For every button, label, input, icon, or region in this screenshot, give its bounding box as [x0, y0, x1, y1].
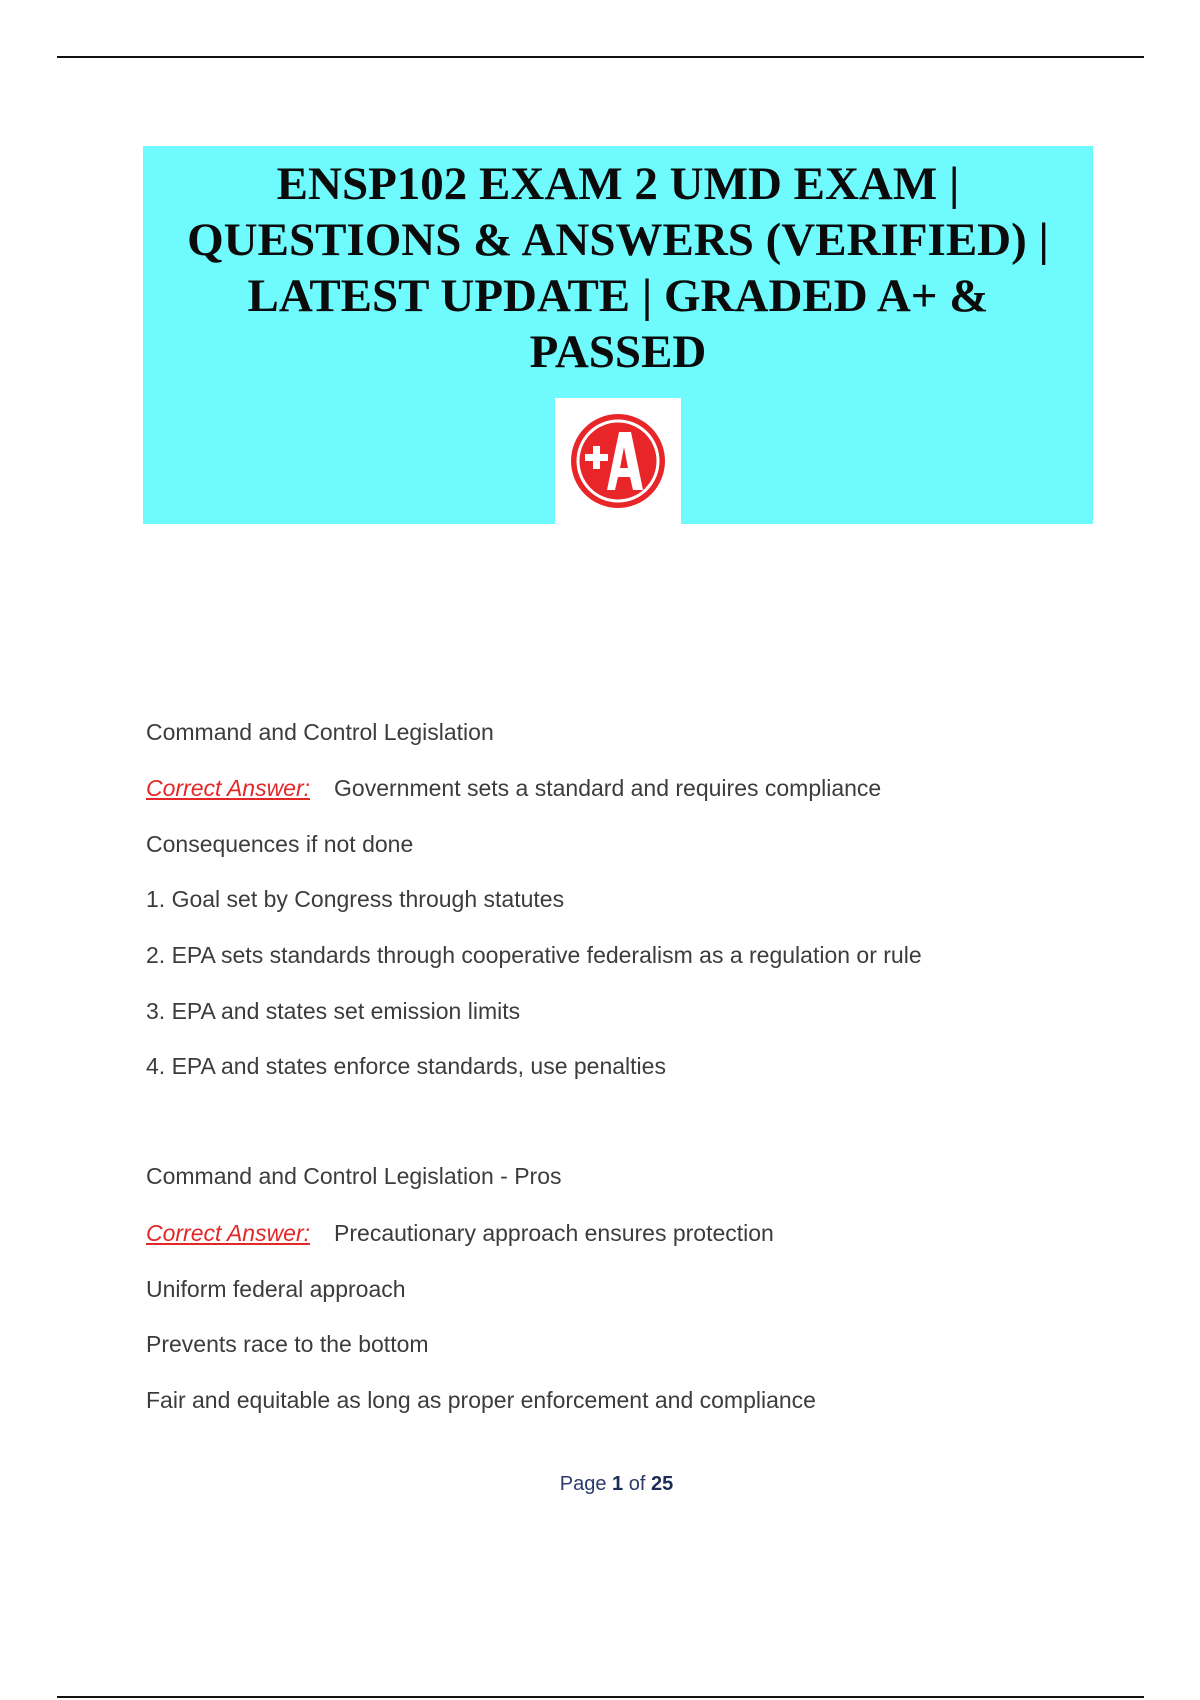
total-pages: 25 [650, 1473, 674, 1495]
answer-row [146, 773, 881, 803]
correct-answer-label: Correct Answer: [146, 775, 311, 801]
current-page: 1 [612, 1473, 624, 1495]
title-banner [143, 146, 1093, 524]
answer-line: Uniform federal approach [146, 1276, 406, 1302]
bottom-rule [57, 1696, 1144, 1698]
answer-line: Prevents race to the bottom [146, 1331, 429, 1357]
answer-row [146, 1218, 774, 1248]
answer-line: 2. EPA sets standards through cooperative federalism as a regulation or rule [146, 942, 922, 968]
question-heading: Command and Control Legislation - Pros [146, 1163, 562, 1189]
document-title [143, 156, 1093, 380]
answer-line: Fair and equitable as long as proper enforcement and compliance [146, 1387, 816, 1413]
answer-text: Precautionary approach ensures protection [334, 1220, 774, 1246]
page-number [0, 1473, 1200, 1496]
top-rule [57, 56, 1144, 58]
page-word: Page [559, 1473, 607, 1495]
title-line: QUESTIONS & ANSWERS (VERIFIED) | [187, 214, 1049, 266]
correct-answer-label: Correct Answer: [146, 1220, 311, 1246]
title-line: PASSED [529, 326, 707, 378]
grade-a-plus-icon [555, 398, 681, 524]
title-line: LATEST UPDATE | GRADED A+ & [247, 270, 989, 322]
answer-line: 1. Goal set by Congress through statutes [146, 886, 565, 912]
answer-line: 4. EPA and states enforce standards, use penalties [146, 1053, 666, 1079]
title-line: ENSP102 EXAM 2 UMD EXAM | [276, 158, 960, 210]
question-heading: Command and Control Legislation [146, 719, 494, 745]
answer-text: Government sets a standard and requires compliance [334, 775, 882, 801]
of-word: of [628, 1473, 646, 1495]
answer-line: 3. EPA and states set emission limits [146, 998, 521, 1024]
answer-line: Consequences if not done [146, 831, 414, 857]
